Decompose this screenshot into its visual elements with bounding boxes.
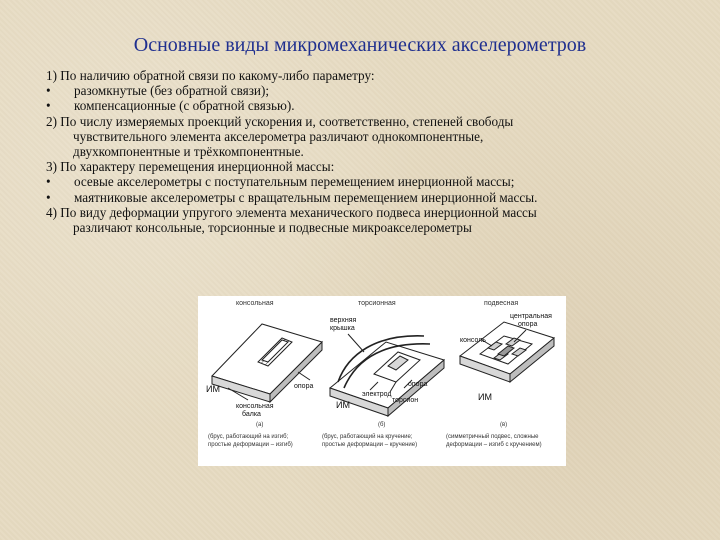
panel-b-heading: торсионная bbox=[358, 300, 396, 307]
slide-body bbox=[46, 68, 686, 235]
panel-c-heading: подвесная bbox=[484, 300, 519, 307]
panel-a-caption-line-1: (брус, работающий на изгиб; bbox=[208, 434, 289, 440]
list-item-2: 2) По числу измеряемых проекций ускорения и, соответственно, степеней свободы bbox=[46, 113, 514, 129]
suspension-diagram bbox=[460, 322, 554, 382]
bullet-marker: • bbox=[46, 174, 51, 190]
panel-b-caption-letter: (б) bbox=[378, 422, 386, 428]
list-item-text: компенсационные (с обратной связью). bbox=[74, 98, 295, 114]
panel-a-caption-line-2: простые деформации – изгиб) bbox=[208, 442, 293, 448]
figure-drawing bbox=[198, 296, 566, 466]
slide-title: Основные виды микромеханических акселерометров bbox=[133, 34, 587, 56]
bullet-marker: • bbox=[46, 189, 51, 205]
list-item-text: разомкнутые (без обратной связи); bbox=[74, 83, 270, 99]
list-item-text: маятниковые акселерометры с вращательным перемещением инерционной массы. bbox=[74, 189, 538, 205]
accelerometer-types-figure bbox=[198, 296, 566, 466]
list-item-bullet bbox=[46, 174, 686, 189]
panel-b-cover-label-2: крышка bbox=[330, 325, 355, 332]
list-item-bullet bbox=[46, 83, 686, 98]
list-item-continuation: чувствительного элемента акселерометра различают однокомпонентные, bbox=[73, 128, 484, 144]
list-item-continuation: различают консольные, торсионные и подвесные микроакселерометры bbox=[73, 220, 472, 236]
list-item-1: 1) По наличию обратной связи по какому-либо параметру: bbox=[46, 68, 375, 83]
panel-a-support-label: опора bbox=[294, 383, 314, 390]
panel-b-electrode-label: электрод bbox=[362, 391, 392, 398]
bullet-marker: • bbox=[46, 98, 51, 114]
list-item-3: 3) По характеру перемещения инерционной массы: bbox=[46, 159, 335, 175]
panel-a-mass-label: ИМ bbox=[206, 384, 220, 394]
list-item-continuation: двухкомпонентные и трёхкомпонентные. bbox=[73, 144, 304, 160]
panel-a-beam-label-1: консольная bbox=[236, 403, 274, 410]
panel-c-caption-line-1: (симметричный подвес, сложные bbox=[446, 434, 539, 440]
panel-c-caption-letter: (в) bbox=[500, 422, 508, 428]
panel-c-caption-line-2: деформации – изгиб с кручением) bbox=[446, 442, 542, 448]
panel-b-caption-line-1: (брус, работающий на кручение; bbox=[322, 434, 413, 440]
list-item-bullet bbox=[46, 190, 686, 205]
panel-b-support-label: опора bbox=[408, 381, 428, 388]
panel-a-caption-letter: (а) bbox=[256, 422, 264, 428]
panel-c-central-label-2: опора bbox=[518, 321, 538, 328]
list-item-4: 4) По виду деформации упругого элемента механического подвеса инерционной массы bbox=[46, 204, 537, 220]
panel-c-central-label-1: центральная bbox=[510, 313, 552, 320]
list-item-text: осевые акселерометры с поступательным перемещением инерционной массы; bbox=[74, 174, 515, 190]
panel-c-console-label: консоль bbox=[460, 337, 486, 344]
panel-b-cover-label-1: верхняя bbox=[330, 317, 357, 324]
bullet-marker: • bbox=[46, 83, 51, 99]
panel-b-caption-line-2: простые деформации – кручение) bbox=[322, 442, 418, 448]
panel-c-mass-label: ИМ bbox=[478, 392, 492, 402]
panel-a-heading: консольная bbox=[236, 300, 274, 307]
panel-b-torsion-label: торсион bbox=[392, 397, 419, 404]
cantilever-diagram bbox=[212, 324, 322, 402]
panel-b-mass-label: ИМ bbox=[336, 400, 350, 410]
list-item-bullet bbox=[46, 98, 686, 113]
panel-a-beam-label-2: балка bbox=[242, 411, 261, 418]
